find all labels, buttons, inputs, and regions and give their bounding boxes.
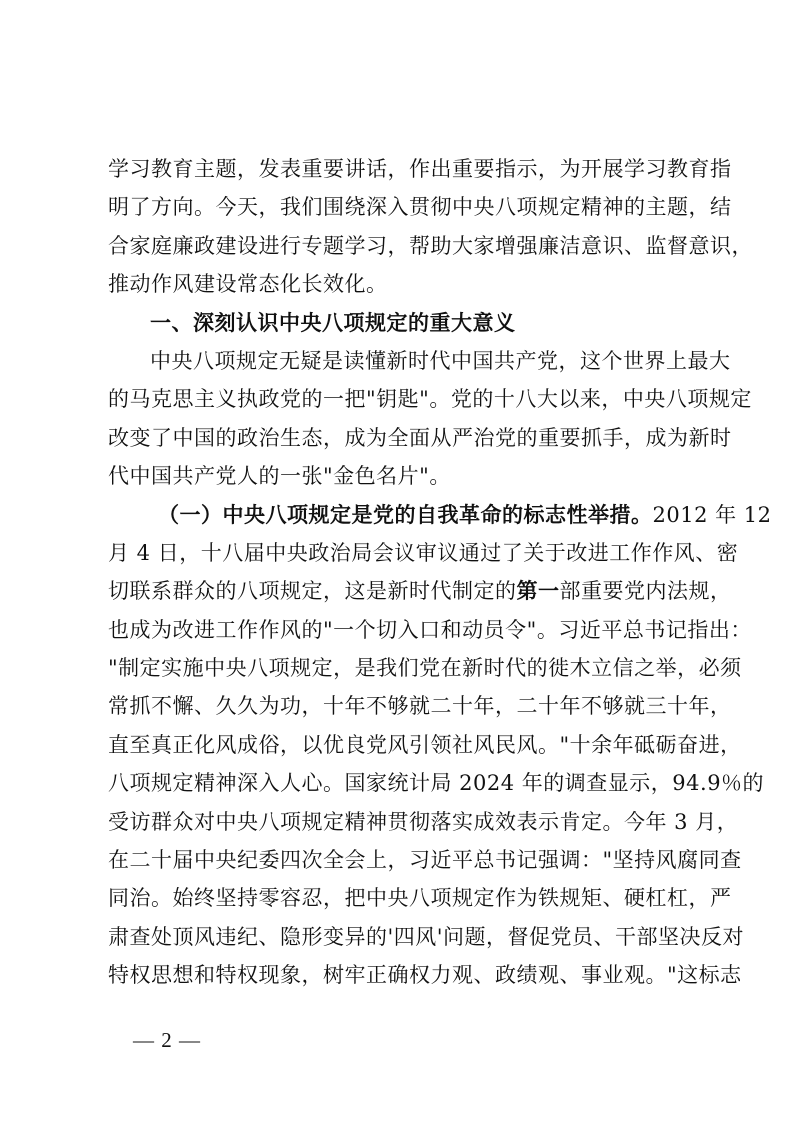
paragraph-line: 学习教育主题，发表重要讲话，作出重要指示，为开展学习教育指	[108, 157, 732, 181]
paragraph-line: 同治。始终坚持零容忍，把中央八项规定作为铁规矩、硬杠杠，严	[108, 886, 732, 911]
paragraph-line: 合家庭廉政建设进行专题学习，帮助大家增强廉洁意识、监督意识，	[108, 233, 753, 258]
paragraph-line: 代中国共产党人的一张"金色名片"。	[108, 464, 451, 489]
line-text: 部重要党内法规，	[559, 579, 732, 604]
paragraph-line: 常抓不懈、久久为功，十年不够就二十年，二十年不够就三十年，	[108, 694, 732, 719]
subsection-line	[108, 496, 772, 534]
paragraph-line: 受访群众对中央八项规定精神贯彻落实成效表示肯定。今年 3 月，	[108, 809, 739, 834]
paragraph-line: 肃查处顶风违纪、隐形变异的'四风'问题，督促党员、干部坚决反对	[108, 924, 745, 949]
paragraph-line: 直至真正化风成俗，以优良党风引领社风民风。"十余年砥砺奋进，	[108, 732, 742, 757]
paragraph-line: 中央八项规定无疑是读懂新时代中国共产党，这个世界上最大	[150, 348, 731, 373]
paragraph-line: 八项规定精神深入人心。国家统计局 2024 年的调查显示，94.9％的	[108, 771, 765, 796]
paragraph-line	[108, 572, 732, 610]
paragraph-line: 明了方向。今天，我们围绕深入贯彻中央八项规定精神的主题，结	[108, 195, 732, 220]
paragraph-line: 特权思想和特权现象，树牢正确权力观、政绩观、事业观。"这标志	[108, 963, 742, 988]
body-text	[108, 150, 772, 995]
line-text: 切联系群众的八项规定，这是新时代制定的	[108, 579, 517, 604]
paragraph-line: 改变了中国的政治生态，成为全面从严治党的重要抓手，成为新时	[108, 425, 732, 450]
paragraph-line: 在二十届中央纪委四次全会上，习近平总书记强调："坚持风腐同查	[108, 848, 742, 873]
paragraph-line: 的马克思主义执政党的一把"钥匙"。党的十八大以来，中央八项规定	[108, 387, 752, 412]
section-heading: 一、深刻认识中央八项规定的重大意义	[150, 310, 516, 335]
emphasis-text: 第一	[516, 579, 560, 604]
subsection-text: 2012 年 12	[652, 502, 772, 527]
subsection-heading: （一）中央八项规定是党的自我革命的标志性举措。	[158, 502, 653, 527]
paragraph-line: "制定实施中央八项规定，是我们党在新时代的徙木立信之举，必须	[108, 656, 742, 681]
page-number: — 2 —	[133, 1028, 201, 1052]
paragraph-line: 也成为改进工作作风的"一个切入口和动员令"。习近平总书记指出：	[108, 617, 752, 642]
paragraph-line: 月 4 日，十八届中央政治局会议审议通过了关于改进工作作风、密	[108, 540, 739, 565]
paragraph-line: 推动作风建设常态化长效化。	[108, 272, 388, 297]
